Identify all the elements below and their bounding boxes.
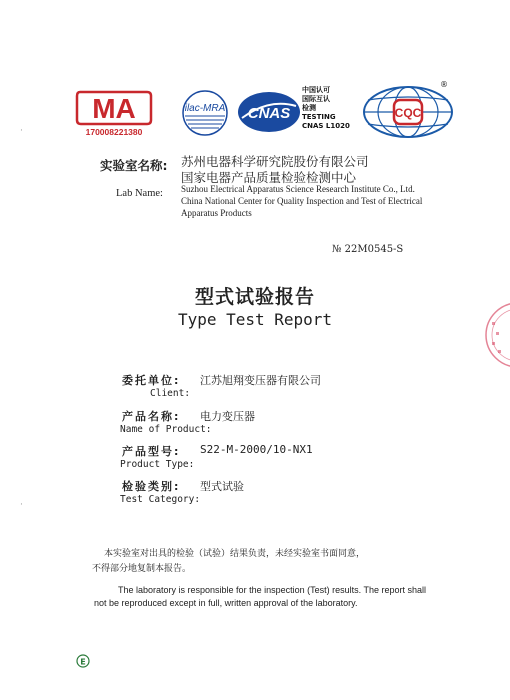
- ilac-logo-text: ilac-MRA: [184, 103, 226, 114]
- cma-logo: [74, 86, 154, 138]
- lab-name-en-line1: Suzhou Electrical Apparatus Science Research Institute Co., Ltd.: [181, 184, 415, 194]
- cnas-accreditation-text: 中国认可 国际互认 检测 TESTING CNAS L1020: [302, 86, 350, 130]
- lab-name-cn-line2: 国家电器产品质量检验检测中心: [181, 170, 357, 185]
- notice-en-line2: not be reproduced except in full, written approval of the laboratory.: [94, 598, 358, 608]
- client-label-cn: 委托单位:: [122, 374, 181, 387]
- client-value: 江苏旭翔变压器有限公司: [200, 374, 321, 387]
- svg-text:E: E: [80, 657, 86, 667]
- product-name-label-en: Name of Product:: [120, 424, 212, 435]
- cnas-logo: [236, 88, 302, 136]
- report-title-en: Type Test Report: [177, 310, 333, 329]
- test-category-value: 型式试验: [200, 480, 244, 493]
- cma-logo-text: MA: [92, 93, 136, 124]
- product-type-label-cn: 产品型号:: [122, 445, 181, 458]
- lab-name-cn-line1: 苏州电器科学研究院股份有限公司: [181, 154, 369, 169]
- product-type-value: S22-M-2000/10-NX1: [200, 443, 313, 456]
- product-type-label-en: Product Type:: [120, 459, 195, 470]
- report-number: № 22M0545-S: [332, 244, 404, 255]
- notice-cn-line2: 不得部分地复制本报告。: [92, 564, 192, 574]
- cqc-globe-logo: [362, 84, 454, 140]
- lab-name-label-cn: 实验室名称:: [100, 158, 168, 173]
- scan-mark: ·: [20, 126, 23, 136]
- scan-mark: ·: [20, 500, 23, 510]
- environment-mark-icon: [76, 654, 90, 668]
- lab-name-en-line2: China National Center for Quality Inspection and Test of Electrical: [181, 196, 423, 206]
- lab-name-label-en: Lab Name:: [116, 188, 163, 199]
- registered-mark: ®: [440, 80, 448, 89]
- notice-cn-line1: 本实验室对出具的检验（试验）结果负责，未经实验室书面同意，: [104, 549, 366, 559]
- cma-number: 170008221380: [85, 127, 143, 137]
- red-stamp: [478, 300, 510, 370]
- ilac-mra-logo: [176, 86, 234, 138]
- notice-en-line1: The laboratory is responsible for the inspection (Test) results. The report shall: [118, 585, 426, 595]
- cnas-logo-text: CNAS: [247, 105, 291, 122]
- report-title-cn: 型式试验报告: [194, 286, 315, 308]
- client-label-en: Client:: [150, 388, 191, 399]
- product-name-label-cn: 产品名称:: [122, 410, 181, 423]
- product-name-value: 电力变压器: [200, 410, 255, 423]
- lab-name-en-line3: Apparatus Products: [181, 208, 252, 218]
- test-category-label-en: Test Category:: [120, 494, 201, 505]
- cqc-logo-text: CQC: [394, 106, 422, 120]
- test-category-label-cn: 检验类别:: [122, 480, 181, 493]
